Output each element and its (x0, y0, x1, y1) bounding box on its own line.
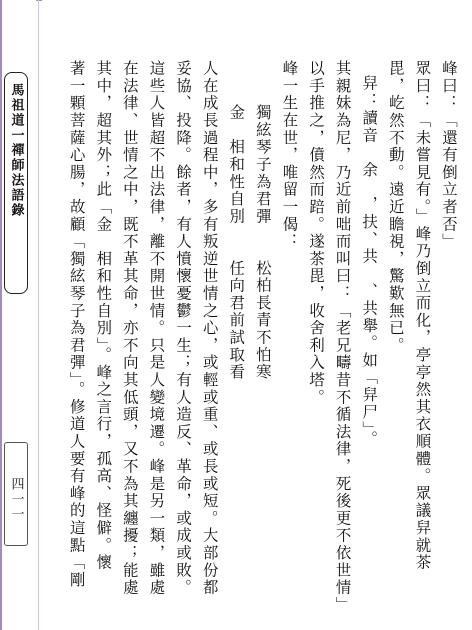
text-line: 人在成長過程中，多有叛逆世情之心，或輕或重、或長或短。大部份都 (200, 60, 219, 597)
text-line: 其中，超其外；此「金 相和性自別」。峰之言行，孤高、怪僻。懷 (94, 60, 113, 572)
text-line: 妥協、投降。餘者，有人憤懷憂鬱一生；有人造反、革命，或成或敗。 (174, 60, 193, 597)
text-line: 這些人皆超不出法律，離不開世情。只是人變境遷。峰是另一類，雖處 (147, 60, 166, 597)
text-line: 其親妹為尼，乃近前咄而叫曰：「老兄疇昔不循法律，死後更不依世情」 (333, 60, 352, 614)
main-text-column (40, 60, 462, 620)
text-line: 眾曰：「未嘗見有。」峰乃倒立而化，亭亭然其衣順體。眾議舁就茶 (413, 60, 432, 572)
book-title-box (4, 72, 28, 294)
text-line-annotation: 舁：讀音 余 ，扶、共 、共舉。如「舁尸」。 (360, 75, 379, 448)
poem-line: 金 相和性自別 任向君前試取看 (227, 104, 246, 381)
corner-mark (36, 0, 42, 7)
page-number: 四一一 (8, 477, 24, 522)
text-line: 以手推之，僨然而踣。遂茶毘，收舍利入塔。 (307, 60, 326, 406)
left-margin-rule (0, 0, 2, 630)
page-number-box (4, 442, 28, 546)
text-line: 毘，屹然不動。遠近瞻視，驚歎無已。 (386, 60, 405, 355)
sidebar-divider (38, 0, 39, 630)
book-title: 馬祖道一禪師法語錄 (8, 83, 24, 218)
text-line: 峰曰：「還有倒立者否」 (440, 60, 458, 251)
poem-line: 獨絃琴子為君彈 松柏長青不怕寒 (253, 104, 272, 381)
text-line: 著一顆菩薩心腸，故顧「獨絃琴子為君彈」。修道人要有峰的這點「剛 (67, 60, 86, 589)
text-line: 在法律、世情之中，既不革其命，亦不向其低頭，又不為其纏擾；能處 (120, 60, 139, 597)
text-line: 峰一生在世，唯留一偈： (280, 60, 299, 251)
